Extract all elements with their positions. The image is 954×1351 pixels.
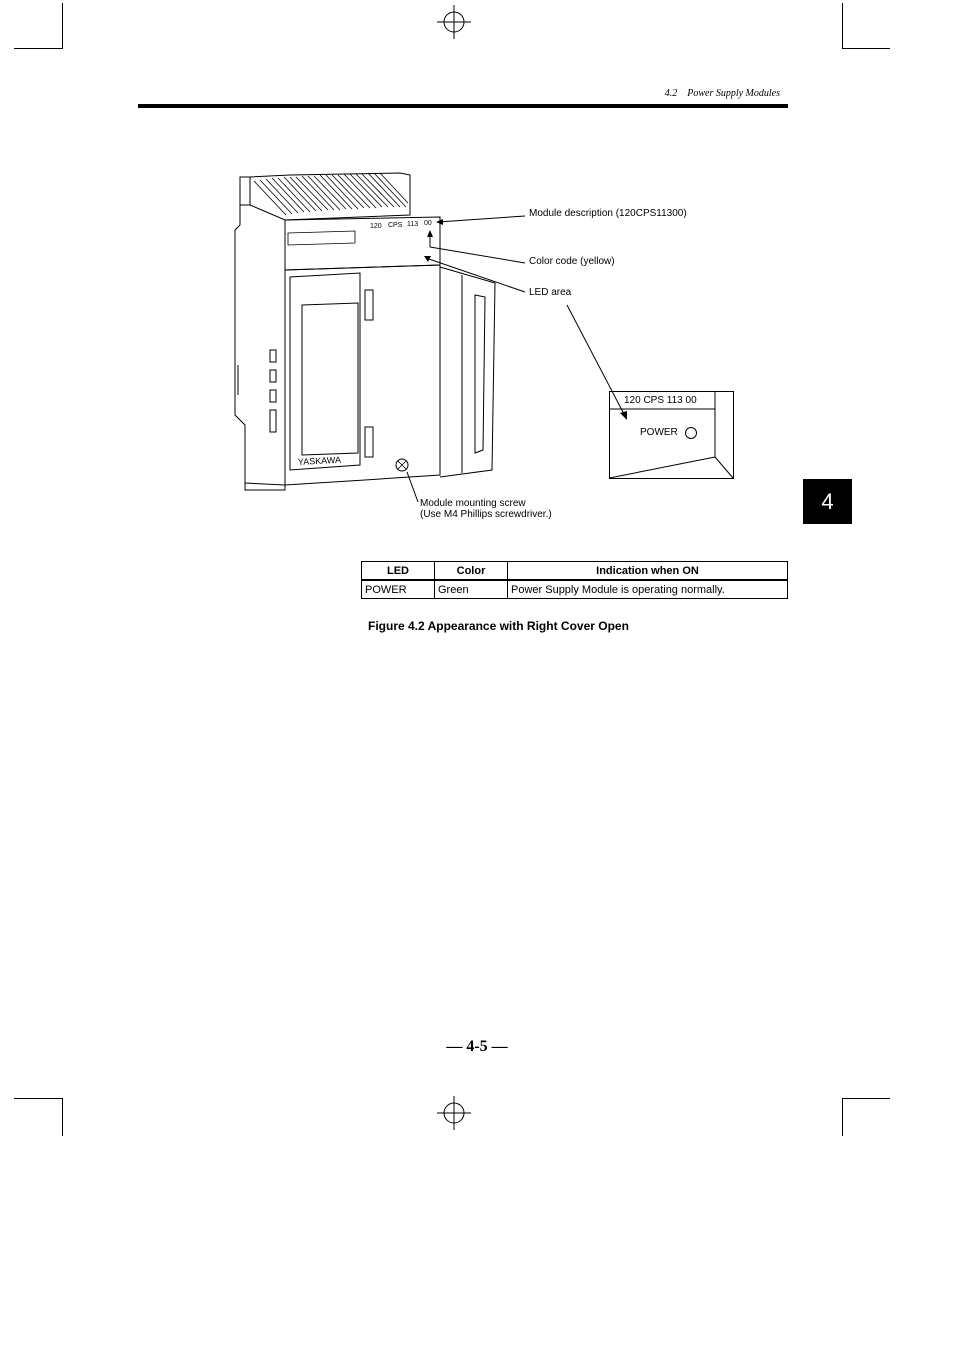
cell-led: POWER [362, 580, 435, 599]
led-panel-title: 120 CPS 113 00 [624, 395, 697, 406]
callout-color-code: Color code (yellow) [529, 256, 615, 267]
header-color: Color [435, 562, 508, 581]
table-row [362, 580, 788, 599]
module-label-113: 113 [407, 221, 419, 228]
callout-module-description: Module description (120CPS11300) [529, 208, 687, 219]
led-table [361, 561, 788, 599]
power-led-label: POWER [640, 427, 678, 438]
callout-screwdriver-note: (Use M4 Phillips screwdriver.) [420, 509, 552, 520]
header-indication: Indication when ON [508, 562, 788, 581]
callout-mounting-screw: Module mounting screw [420, 498, 526, 509]
module-label-00: 00 [424, 220, 432, 227]
header-led: LED [362, 562, 435, 581]
page-number: — 4-5 — [446, 1038, 508, 1055]
figure-caption: Figure 4.2 Appearance with Right Cover Open [368, 619, 629, 633]
running-header: 4.2 Power Supply Modules [664, 88, 780, 99]
table-header-row [362, 562, 788, 581]
module-label-cps: CPS [388, 222, 403, 229]
brand-label: YASKAWA [297, 454, 342, 467]
module-label-120: 120 [370, 223, 382, 230]
cell-color: Green [435, 580, 508, 599]
chapter-tab: 4 [803, 479, 852, 524]
cell-indication: Power Supply Module is operating normally. [508, 580, 788, 599]
callout-led-area: LED area [529, 287, 572, 298]
